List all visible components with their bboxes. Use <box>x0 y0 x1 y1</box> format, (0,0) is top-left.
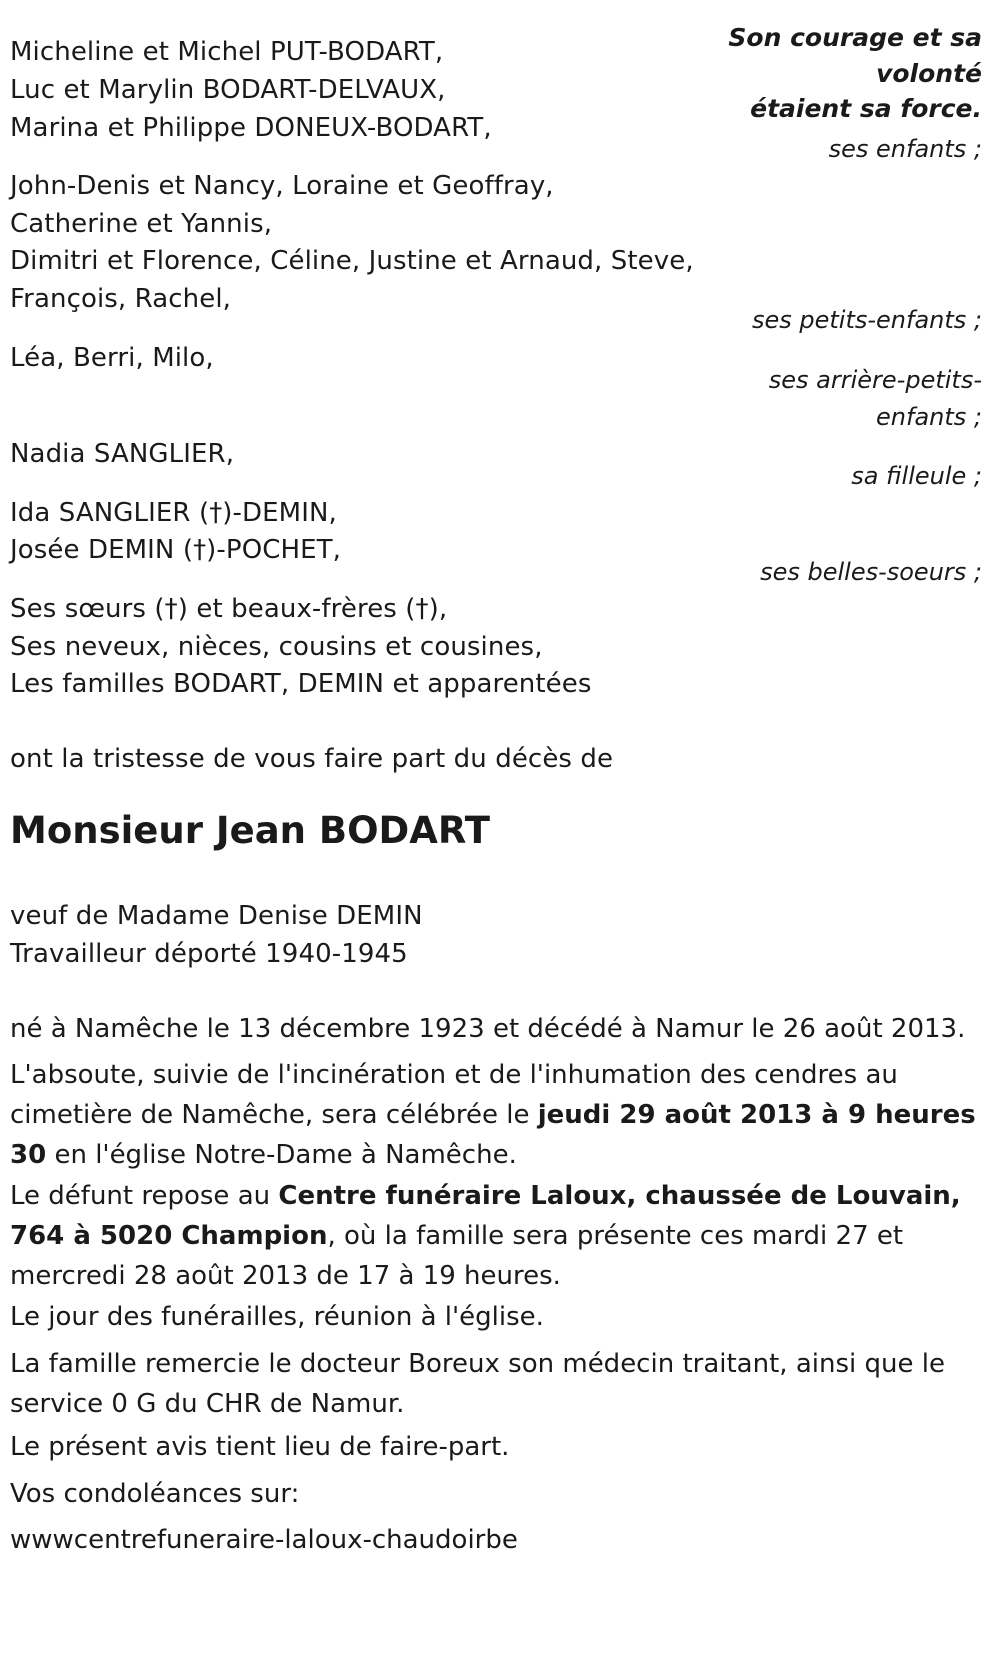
deceased-detail: Travailleur déporté 1940-1945 <box>10 939 408 969</box>
relatives-line: Les familles BODART, DEMIN et apparentées <box>10 669 592 699</box>
condolences-label: Vos condoléances sur: <box>10 1479 300 1509</box>
condolences-website[interactable]: wwwcentrefuneraire-laloux-chaudoirbe <box>10 1525 518 1555</box>
quote-line-1: Son courage et sa <box>728 23 982 52</box>
role-children: ses enfants ; <box>828 135 982 163</box>
ceremony-paragraph <box>10 1055 988 1175</box>
funeral-home-address: Centre funéraire Laloux, chaussée de Louvain, 764 à 5020 Champion <box>10 1181 961 1251</box>
sister-in-law-line: Ida SANGLIER (†)-DEMIN, <box>10 498 337 528</box>
ceremony-date: jeudi 29 août 2013 à 9 heures 30 <box>10 1100 976 1170</box>
role-goddaughter: sa filleule ; <box>851 462 982 490</box>
sister-in-law-line: Josée DEMIN (†)-POCHET, <box>10 535 342 565</box>
meeting-paragraph: Le jour des funérailles, réunion à l'église. <box>10 1302 544 1332</box>
quote-line-3: étaient sa force. <box>750 94 982 123</box>
children-line: Marina et Philippe DONEUX-BODART, <box>10 113 492 143</box>
relatives-line: Ses neveux, nièces, cousins et cousines, <box>10 632 543 662</box>
great-grandchildren-line: Léa, Berri, Milo, <box>10 343 214 373</box>
role-sisters-in-law: ses belles-soeurs ; <box>760 558 982 586</box>
birth-death-paragraph: né à Namêche le 13 décembre 1923 et décédé à Namur le 26 août 2013. <box>10 1014 966 1044</box>
children-line: Micheline et Michel PUT-BODART, <box>10 37 444 67</box>
deceased-detail: veuf de Madame Denise DEMIN <box>10 901 423 931</box>
role-great-grandchildren-line-1: ses arrière-petits- <box>768 366 982 394</box>
grandchildren-line: François, Rachel, <box>10 284 232 314</box>
grandchildren-line: Dimitri et Florence, Céline, Justine et Arnaud, Steve, <box>10 246 694 276</box>
quote-line-2: volonté <box>876 59 982 88</box>
deceased-name: Monsieur Jean BODART <box>10 809 490 852</box>
role-grandchildren: ses petits-enfants ; <box>751 306 982 334</box>
funeral-home-text: Le défunt repose au <box>10 1181 279 1211</box>
ceremony-location: en l'église Notre-Dame à Namêche. <box>46 1140 517 1170</box>
role-great-grandchildren-line-2: enfants ; <box>876 403 982 431</box>
ceremony-text: L'absoute, suivie de l'incinération et de l'inhumation des cendres au cimetière de Namêche, sera célébrée le <box>10 1060 898 1130</box>
announcement-text: ont la tristesse de vous faire part du décès de <box>10 744 614 774</box>
grandchildren-line: John-Denis et Nancy, Loraine et Geoffray, <box>10 171 554 201</box>
goddaughter-line: Nadia SANGLIER, <box>10 439 235 469</box>
grandchildren-line: Catherine et Yannis, <box>10 209 273 239</box>
notice-paragraph: Le présent avis tient lieu de faire-part. <box>10 1432 510 1462</box>
children-line: Luc et Marylin BODART-DELVAUX, <box>10 75 446 105</box>
relatives-line: Ses sœurs (†) et beaux-frères (†), <box>10 594 448 624</box>
thanks-paragraph: La famille remercie le docteur Boreux son médecin traitant, ainsi que le service 0 G du CHR de Namur. <box>10 1349 945 1419</box>
funeral-home-paragraph <box>10 1176 988 1296</box>
visiting-hours: , où la famille sera présente ces mardi 27 et mercredi 28 août 2013 de 17 à 19 heures. <box>10 1221 904 1291</box>
